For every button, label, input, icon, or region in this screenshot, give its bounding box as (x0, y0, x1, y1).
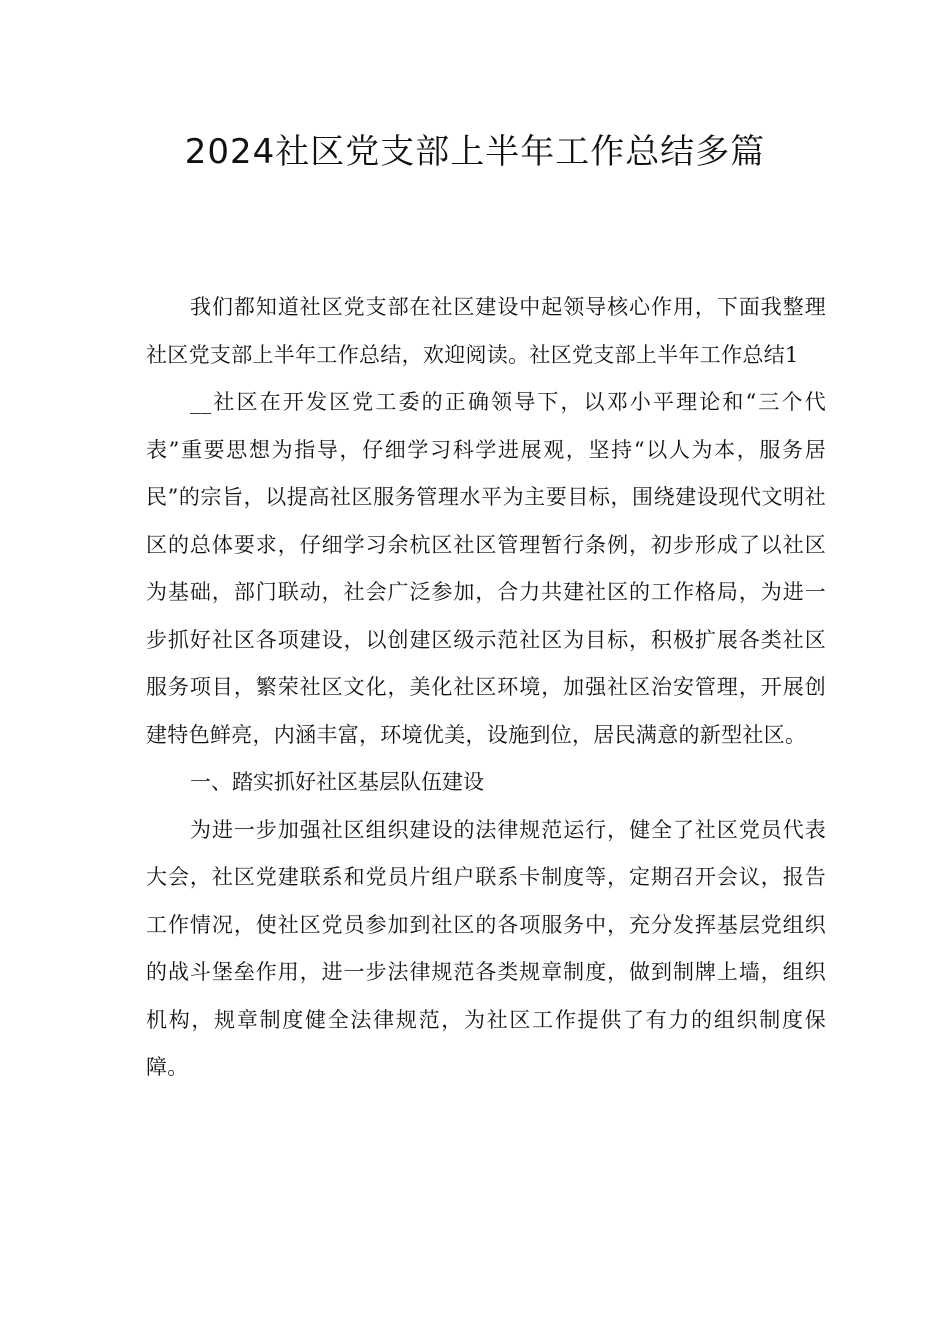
section-paragraph: 为进一步加强社区组织建设的法律规范运行，健全了社区党员代表大会，社区党建联系和党员片组户联系卡制度等，定期召开会议，报告工作情况，使社区党员参加到社区的各项服务中，充分发挥基层党组织的战斗堡垒作用，进一步法律规范各类规章制度，做到制牌上墙，组织机构，规章制度健全法律规范，为社区工作提供了有力的组织制度保障。 (146, 817, 826, 1079)
intro-paragraph: 我们都知道社区党支部在社区建设中起领导核心作用，下面我整理社区党支部上半年工作总结，欢迎阅读。社区党支部上半年工作总结1 (146, 295, 826, 367)
overview-paragraph: __社区在开发区党工委的正确领导下，以邓小平理论和“三个代表”重要思想为指导，仔细学习科学进展观，坚持“以人为本，服务居民”的宗旨，以提高社区服务管理水平为主要目标，围绕建设现代文明社区的总体要求，仔细学习余杭区社区管理暂行条例，初步形成了以社区为基础，部门联动，社会广泛参加，合力共建社区的工作格局，为进一步抓好社区各项建设，以创建区级示范社区为目标，积极扩展各类社区服务项目，繁荣社区文化，美化社区环境，加强社区治安管理，开展创建特色鲜亮，内涵丰富，环境优美，设施到位，居民满意的新型社区。 (146, 390, 826, 747)
section-heading: 一、踏实抓好社区基层队伍建设 (190, 770, 484, 794)
document-body (146, 284, 826, 1092)
document-title: 2024社区党支部上半年工作总结多篇 (184, 132, 766, 172)
